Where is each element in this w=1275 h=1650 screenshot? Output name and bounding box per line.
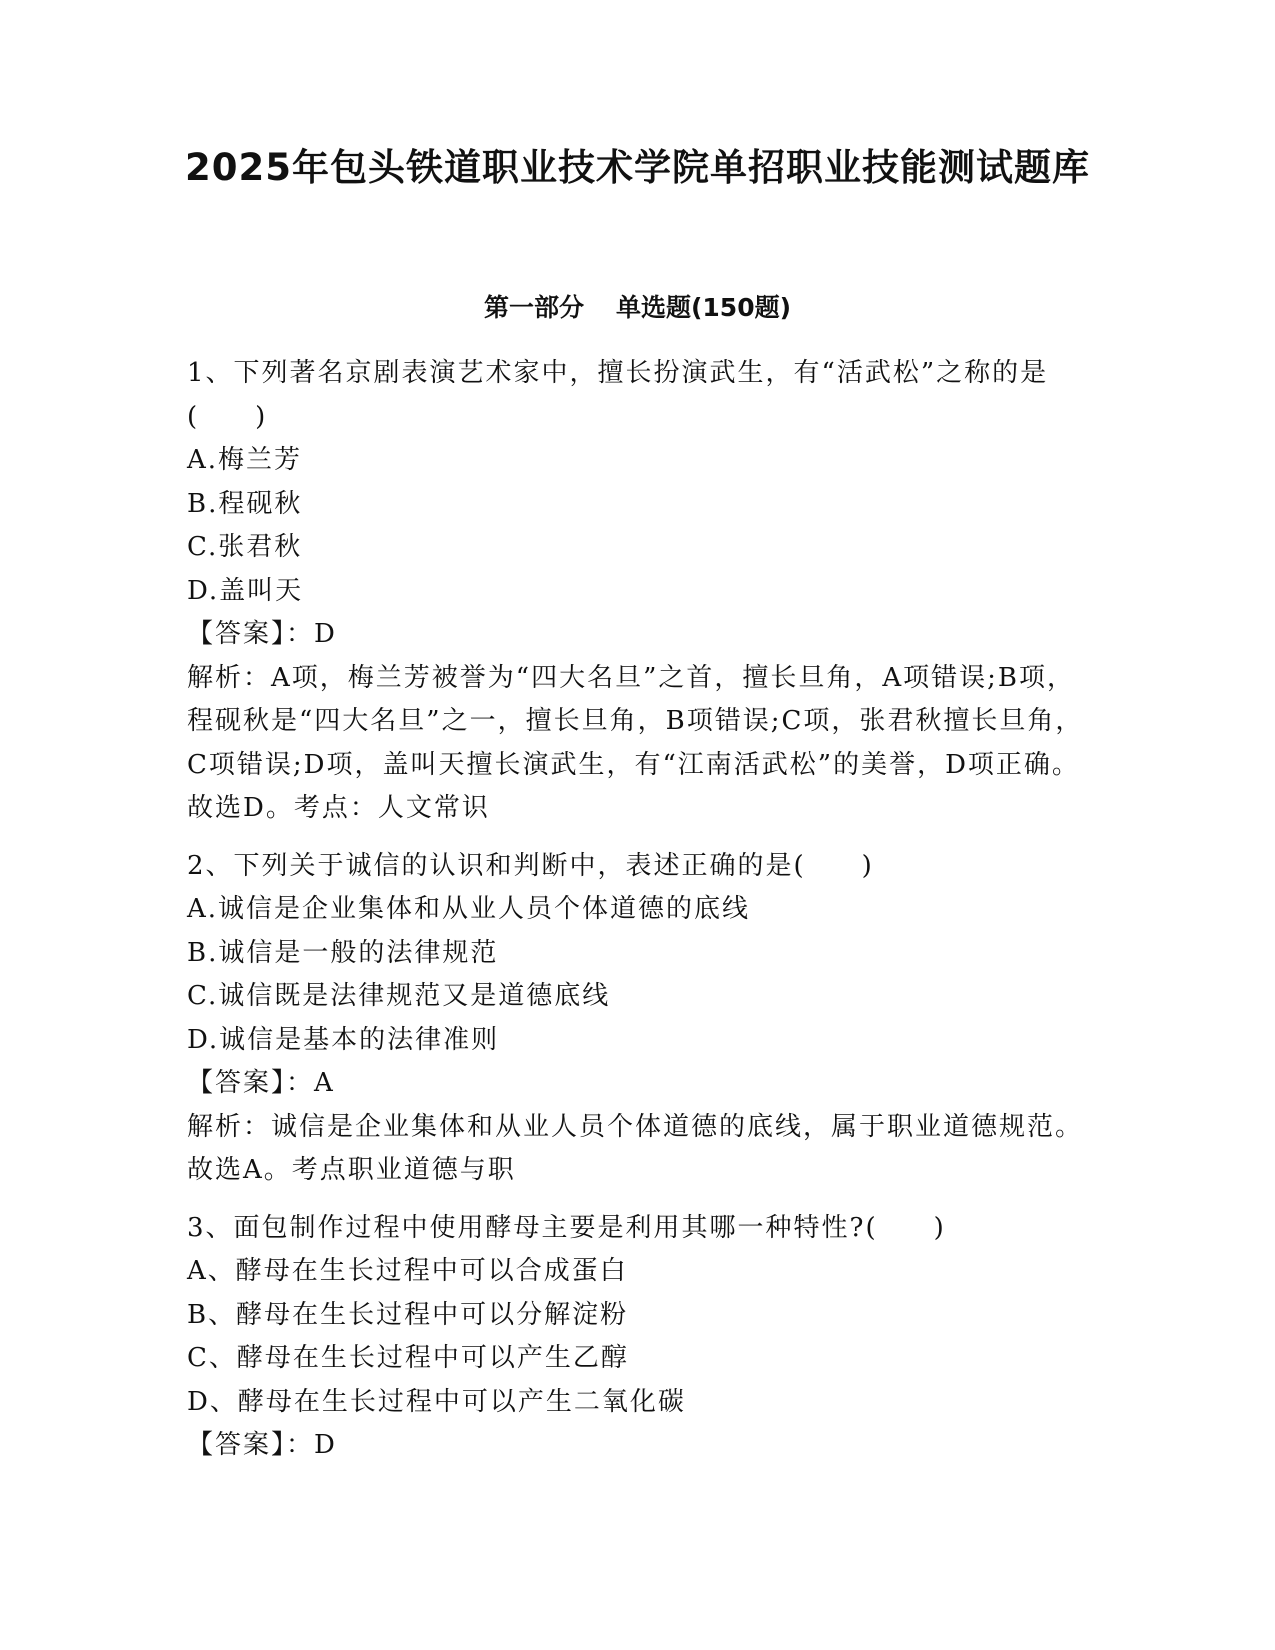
option-a: A、酵母在生长过程中可以合成蛋白: [187, 1256, 628, 1286]
option-c: C.张君秋: [187, 532, 303, 562]
section-part: 第一部分: [483, 293, 584, 322]
option-b: B.程砚秋: [187, 488, 303, 519]
document-title: 2025年包头铁道职业技术学院单招职业技能测试题库: [185, 146, 1090, 189]
answer-label: 【答案】：: [187, 1430, 315, 1460]
section-name: 单选题(150题): [615, 293, 792, 322]
option-d: D、酵母在生长过程中可以产生二氧化碳: [187, 1386, 686, 1417]
question-stem: 3、面包制作过程中使用酵母主要是利用其哪一种特性?( ): [187, 1212, 946, 1243]
question-2: [187, 845, 1087, 1193]
answer-value: A: [314, 1068, 335, 1098]
answer-label: 【答案】：: [187, 1068, 315, 1098]
answer-value: D: [314, 1430, 337, 1460]
question-1: [187, 352, 1087, 831]
question-list: [187, 352, 1087, 1482]
answer-line: [187, 1424, 1087, 1468]
question-stem: 2、下列关于诚信的认识和判断中，表述正确的是( ): [187, 850, 874, 881]
option-d: D.盖叫天: [187, 575, 304, 606]
question-3: [187, 1207, 1087, 1468]
analysis-text: 解析：A项，梅兰芳被誉为“四大名旦”之首，擅长旦角，A项错误;B项，程砚秋是“四大名旦”之一，擅长旦角，B项错误;C项，张君秋擅长旦角，C项错误;D项，盖叫天擅长演武生，有“江南活武松”的美誉，D项正确。故选D。考点：人文常识: [187, 662, 1084, 823]
answer-label: 【答案】：: [187, 619, 315, 649]
option-c: C.诚信既是法律规范又是道德底线: [187, 981, 611, 1011]
option-a: A.梅兰芳: [187, 445, 303, 475]
answer-line: [187, 1062, 1087, 1106]
option-b: B.诚信是一般的法律规范: [187, 937, 499, 968]
option-d: D.诚信是基本的法律准则: [187, 1024, 500, 1055]
answer-value: D: [314, 619, 337, 649]
answer-line: [187, 613, 1087, 657]
option-b: B、酵母在生长过程中可以分解淀粉: [187, 1299, 629, 1330]
section-heading: [0, 290, 1275, 326]
option-a: A.诚信是企业集体和从业人员个体道德的底线: [187, 894, 751, 924]
question-stem: 1、下列著名京剧表演艺术家中，擅长扮演武生，有“活武松”之称的是( ): [187, 358, 1049, 432]
option-c: C、酵母在生长过程中可以产生乙醇: [187, 1343, 629, 1373]
analysis-text: 解析：诚信是企业集体和从业人员个体道德的底线，属于职业道德规范。故选A。考点职业道德与职: [187, 1111, 1084, 1185]
